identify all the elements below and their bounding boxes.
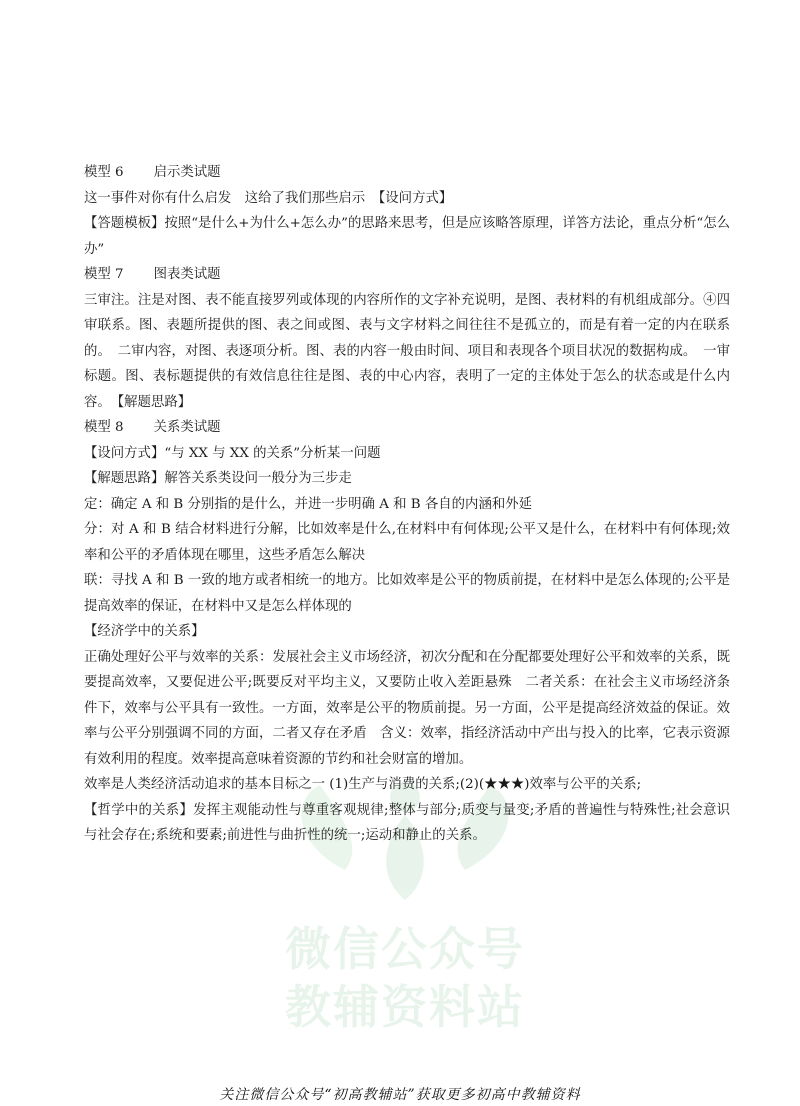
- model-8-step-lian: 联：寻找 A 和 B 一致的地方或者相统一的地方。比如效率是公平的物质前提，在材料中是怎么体现的;公平是提高效率的保证，在材料中又是怎么样体现的: [84, 573, 730, 614]
- model-8-idea-line: 【解题思路】解答关系类设问一般分为三步走: [84, 471, 352, 486]
- model-8-step-fen: 分：对 A 和 B 结合材料进行分解，比如效率是什么,在材料中有何体现;公平又是什么，在材料中有何体现;效率和公平的矛盾体现在哪里，这些矛盾怎么解决: [84, 522, 730, 563]
- model-6-heading: [84, 160, 730, 186]
- model-6-label: 模型 6: [84, 165, 124, 180]
- model-7-heading: [84, 262, 730, 288]
- model-6-template-line: 【答题模板】按照“是什么+为什么+怎么办”的思路来思考，但是应该略答原理，详答方法论，重点分析“怎么办”: [84, 216, 730, 257]
- model-6-question-line: 这一事件对你有什么启发 这给了我们那些启示 【设问方式】: [84, 190, 453, 206]
- watermark-line-1: 微信公众号: [285, 922, 525, 976]
- model-8-step-ding: 定：确定 A 和 B 分别指的是什么，并进一步明确 A 和 B 各自的内涵和外延: [84, 496, 533, 512]
- document-body: [84, 160, 730, 849]
- model-8-question-line: 【设问方式】“与 XX 与 XX 的关系”分析某一问题: [84, 445, 381, 461]
- model-8-heading: [84, 415, 730, 441]
- footer-note: 关注微信公众号“初高教辅站”获取更多初高中教辅资料: [219, 1087, 581, 1103]
- model-8-title: 关系类试题: [153, 420, 221, 435]
- model-8-label: 模型 8: [84, 420, 124, 435]
- philosophy-paragraph: 【哲学中的关系】发挥主观能动性与尊重客观规律;整体与部分;质变与量变;矛盾的普遍性与特殊性;社会意识与社会存在;系统和要素;前进性与曲折性的统一;运动和静止的关系。: [84, 802, 730, 843]
- model-7-title: 图表类试题: [153, 267, 221, 282]
- economics-paragraph: 正确处理好公平与效率的关系：发展社会主义市场经济，初次分配和在分配都要处理好公平和效率的关系，既要提高效率，又要促进公平;既要反对平均主义，又要防止收入差距悬殊 二者关系：在社会主义市场经济条件下，效率与公平具有一致性。一方面，效率是公平的物质前提。另一方面，公平是提高经济效益的保证。效率与公平分别强调不同的方面，二者又存在矛盾 含义：效率，指经济活动中产出与投入的比率，它表示资源有效利用的程度。效率提高意味着资源的节约和社会财富的增加。: [84, 649, 730, 767]
- watermark-line-2: 教辅资料站: [285, 980, 525, 1034]
- economics-heading: 【经济学中的关系】: [84, 624, 205, 639]
- economics-goals-line: 效率是人类经济活动追求的基本目标之一 (1)生产与消费的关系;(2)(★★★)效率与公平的关系;: [84, 777, 642, 792]
- model-7-paragraph: 三审注。注是对图、表不能直接罗列或体现的内容所作的文字补充说明，是图、表材料的有机组成部分。④四审联系。图、表题所提供的图、表之间或图、表与文字材料之间往往不是孤立的，而是有着一定的内在联系的。 二审内容，对图、表逐项分析。图、表的内容一般由时间、项目和表现各个项目状况的数据构成。 一审标题。图、表标题提供的有效信息往往是图、表的中心内容，表明了一定的主体处于怎么的状态或是什么内容。 【解题思路】: [84, 292, 730, 410]
- model-6-title: 启示类试题: [153, 165, 221, 180]
- model-7-label: 模型 7: [84, 267, 124, 282]
